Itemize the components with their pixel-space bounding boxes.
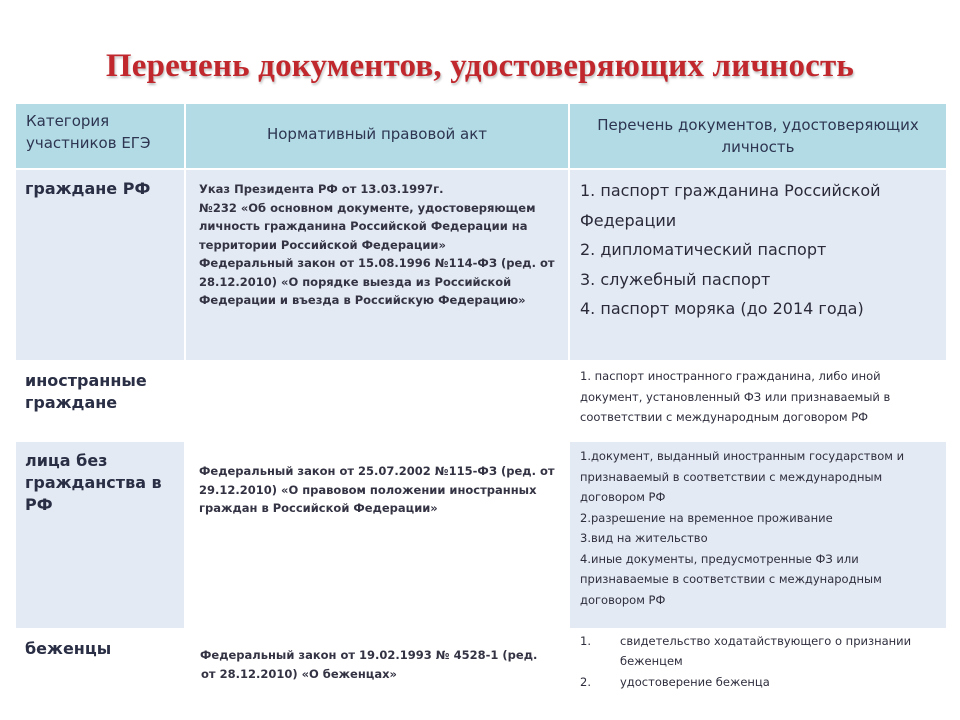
document-line: 1.документ, выданный иностранным государством и [580, 449, 905, 463]
table-row [16, 442, 946, 628]
documents-cell [570, 170, 946, 360]
act-line: личность гражданина Российской Федерации на [199, 219, 528, 233]
act-line: Федерации и въезда в Российскую Федерацию» [199, 293, 526, 307]
header-category: Категория участников ЕГЭ [16, 104, 184, 168]
category-cell: беженцы [16, 630, 184, 704]
page-title: Перечень документов, удостоверяющих личность [105, 48, 855, 84]
act-line: Федеральный закон от 15.08.1996 №114-ФЗ (ред. от [199, 256, 555, 270]
document-line: 4. паспорт моряка (до 2014 года) [580, 299, 864, 318]
document-line: 1. паспорт гражданина Российской [580, 181, 881, 200]
act-line: Указ Президента РФ от 13.03.1997г. [199, 182, 444, 196]
item-number: 1. [580, 634, 591, 648]
act-line: территории Российской Федерации» [199, 237, 446, 252]
document-line: документ, установленный ФЗ или признаваемый в [580, 389, 891, 404]
act-line: 28.12.2010) «О порядке выезда из Российской [199, 274, 512, 289]
act-line: №232 «Об основном документе, удостоверяющем [199, 200, 536, 215]
table-row [16, 362, 946, 440]
document-line: признаваемый в соответствии с международным [580, 469, 883, 484]
category-cell: иностранные граждане [16, 362, 184, 440]
document-line: 2.разрешение на временное проживание [580, 510, 833, 525]
document-line: соответствии с международным договором РФ [580, 410, 869, 424]
table-row [16, 630, 946, 704]
act-line: граждан в Российской Федерации» [199, 501, 438, 515]
act-line: от 28.12.2010) «О беженцах» [201, 666, 397, 681]
item-number: 2. [580, 675, 591, 689]
document-line: договором РФ [580, 490, 666, 504]
act-cell [186, 630, 568, 704]
document-line: 3.вид на жительство [580, 531, 708, 545]
document-line: свидетельство ходатайствующего о признании [620, 634, 912, 648]
document-line: 4.иные документы, предусмотренные ФЗ или [580, 551, 859, 566]
act-line: Федеральный закон от 19.02.1993 № 4528-1 (ред. [200, 648, 538, 662]
table-row [16, 170, 946, 360]
document-line: 3. служебный паспорт [580, 269, 771, 289]
document-line: признаваемые в соответствии с международным [580, 572, 882, 586]
document-line: беженцем [620, 653, 683, 668]
header-documents: Перечень документов, удостоверяющих личность [570, 104, 946, 168]
documents-cell [570, 630, 946, 704]
document-line: Федерации [580, 210, 677, 230]
act-line: 29.12.2010) «О правовом положении иностранных [199, 482, 537, 497]
documents-cell [570, 362, 946, 440]
document-line: 2. дипломатический паспорт [580, 240, 827, 259]
document-item [580, 632, 936, 671]
documents-cell [570, 442, 946, 628]
category-cell: лица без гражданства в РФ [16, 442, 184, 628]
document-line: договором РФ [580, 592, 666, 607]
table-header [16, 104, 946, 168]
category-cell: граждане РФ [16, 170, 184, 360]
document-line: удостоверение беженца [620, 675, 770, 689]
header-act: Нормативный правовой акт [186, 104, 568, 168]
document-item [580, 673, 936, 693]
act-line: Федеральный закон от 25.07.2002 №115-ФЗ (ред. от [199, 464, 555, 478]
act-cell [186, 170, 568, 360]
document-line: 1. паспорт иностранного гражданина, либо иной [580, 369, 881, 383]
